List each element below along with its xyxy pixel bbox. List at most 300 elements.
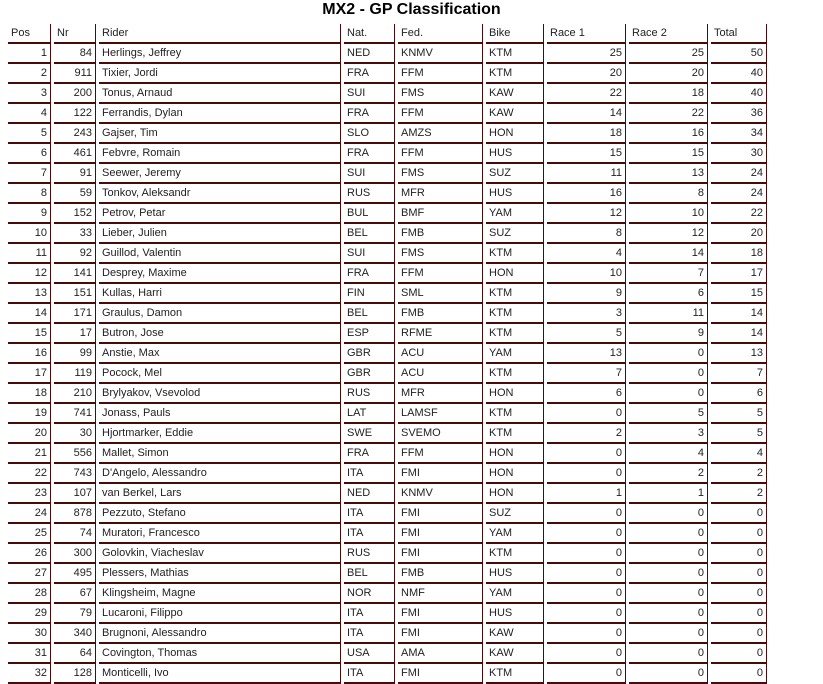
- cell-rider: Petrov, Petar: [99, 204, 341, 224]
- cell-pos: 18: [8, 384, 51, 404]
- cell-pos: 27: [8, 564, 51, 584]
- cell-rider: Pezzuto, Stefano: [99, 504, 341, 524]
- table-row: [8, 524, 767, 544]
- cell-pos: 14: [8, 304, 51, 324]
- cell-pos: 25: [8, 524, 51, 544]
- cell-nr: 64: [54, 644, 96, 664]
- cell-rider: Kullas, Harri: [99, 284, 341, 304]
- cell-race2: 0: [629, 564, 708, 584]
- cell-race1: 14: [547, 104, 626, 124]
- cell-total: 2: [711, 484, 767, 504]
- cell-total: 18: [711, 244, 767, 264]
- cell-rider: Hjortmarker, Eddie: [99, 424, 341, 444]
- cell-race2: 13: [629, 164, 708, 184]
- table-row: [8, 184, 767, 204]
- cell-rider: Seewer, Jeremy: [99, 164, 341, 184]
- cell-rider: Anstie, Max: [99, 344, 341, 364]
- cell-bike: HUS: [486, 184, 544, 204]
- cell-race2: 0: [629, 584, 708, 604]
- cell-fed: AMZS: [398, 124, 483, 144]
- cell-rider: Gajser, Tim: [99, 124, 341, 144]
- cell-bike: KTM: [486, 324, 544, 344]
- cell-total: 20: [711, 224, 767, 244]
- cell-pos: 29: [8, 604, 51, 624]
- cell-fed: MFR: [398, 384, 483, 404]
- cell-total: 0: [711, 504, 767, 524]
- cell-bike: HUS: [486, 144, 544, 164]
- cell-fed: FMI: [398, 504, 483, 524]
- table-row: [8, 664, 767, 684]
- cell-rider: van Berkel, Lars: [99, 484, 341, 504]
- cell-total: 40: [711, 84, 767, 104]
- cell-bike: HON: [486, 264, 544, 284]
- cell-race1: 0: [547, 404, 626, 424]
- cell-nat: ITA: [344, 604, 395, 624]
- cell-race2: 0: [629, 544, 708, 564]
- cell-race1: 7: [547, 364, 626, 384]
- cell-fed: MFR: [398, 184, 483, 204]
- table-row: [8, 624, 767, 644]
- cell-fed: ACU: [398, 364, 483, 384]
- table-row: [8, 164, 767, 184]
- cell-rider: Klingsheim, Magne: [99, 584, 341, 604]
- cell-race2: 8: [629, 184, 708, 204]
- cell-rider: Febvre, Romain: [99, 144, 341, 164]
- cell-bike: KAW: [486, 104, 544, 124]
- cell-nr: 128: [54, 664, 96, 684]
- cell-nr: 84: [54, 44, 96, 64]
- table-row: [8, 324, 767, 344]
- cell-total: 7: [711, 364, 767, 384]
- cell-race2: 0: [629, 364, 708, 384]
- cell-total: 0: [711, 544, 767, 564]
- cell-race1: 10: [547, 264, 626, 284]
- cell-nat: SUI: [344, 84, 395, 104]
- cell-bike: KTM: [486, 244, 544, 264]
- cell-bike: SUZ: [486, 164, 544, 184]
- cell-race2: 25: [629, 44, 708, 64]
- cell-race2: 10: [629, 204, 708, 224]
- cell-race1: 2: [547, 424, 626, 444]
- cell-bike: HON: [486, 484, 544, 504]
- cell-pos: 6: [8, 144, 51, 164]
- cell-total: 5: [711, 424, 767, 444]
- cell-race2: 0: [629, 624, 708, 644]
- cell-nr: 92: [54, 244, 96, 264]
- cell-nat: ITA: [344, 524, 395, 544]
- cell-nr: 556: [54, 444, 96, 464]
- cell-nr: 741: [54, 404, 96, 424]
- cell-nat: SUI: [344, 164, 395, 184]
- cell-nr: 17: [54, 324, 96, 344]
- cell-pos: 10: [8, 224, 51, 244]
- cell-nr: 79: [54, 604, 96, 624]
- cell-rider: Ferrandis, Dylan: [99, 104, 341, 124]
- cell-nr: 30: [54, 424, 96, 444]
- table-row: [8, 604, 767, 624]
- cell-bike: KAW: [486, 84, 544, 104]
- cell-pos: 24: [8, 504, 51, 524]
- cell-fed: FFM: [398, 104, 483, 124]
- cell-nr: 119: [54, 364, 96, 384]
- cell-nr: 74: [54, 524, 96, 544]
- cell-race1: 12: [547, 204, 626, 224]
- cell-race1: 8: [547, 224, 626, 244]
- cell-rider: Brylyakov, Vsevolod: [99, 384, 341, 404]
- table-row: [8, 404, 767, 424]
- cell-pos: 32: [8, 664, 51, 684]
- cell-fed: RFME: [398, 324, 483, 344]
- cell-pos: 7: [8, 164, 51, 184]
- cell-nr: 141: [54, 264, 96, 284]
- table-row: [8, 484, 767, 504]
- cell-race1: 9: [547, 284, 626, 304]
- table-row: [8, 464, 767, 484]
- cell-bike: KTM: [486, 64, 544, 84]
- cell-race2: 16: [629, 124, 708, 144]
- cell-fed: FMI: [398, 624, 483, 644]
- cell-rider: Golovkin, Viacheslav: [99, 544, 341, 564]
- table-row: [8, 284, 767, 304]
- header-race1: Race 1: [547, 24, 626, 44]
- cell-rider: Lieber, Julien: [99, 224, 341, 244]
- cell-nat: FRA: [344, 444, 395, 464]
- cell-nat: GBR: [344, 364, 395, 384]
- header-bike: Bike: [486, 24, 544, 44]
- table-row: [8, 64, 767, 84]
- cell-bike: HUS: [486, 604, 544, 624]
- cell-race2: 20: [629, 64, 708, 84]
- cell-nat: SUI: [344, 244, 395, 264]
- table-row: [8, 644, 767, 664]
- cell-nr: 210: [54, 384, 96, 404]
- cell-bike: HON: [486, 464, 544, 484]
- cell-rider: Muratori, Francesco: [99, 524, 341, 544]
- cell-race2: 4: [629, 444, 708, 464]
- cell-nat: USA: [344, 644, 395, 664]
- cell-race2: 11: [629, 304, 708, 324]
- cell-fed: FMI: [398, 524, 483, 544]
- cell-fed: BMF: [398, 204, 483, 224]
- cell-total: 0: [711, 604, 767, 624]
- cell-fed: NMF: [398, 584, 483, 604]
- cell-nat: NED: [344, 484, 395, 504]
- cell-total: 6: [711, 384, 767, 404]
- classification-table: [5, 24, 770, 684]
- cell-pos: 4: [8, 104, 51, 124]
- cell-total: 24: [711, 184, 767, 204]
- cell-race1: 0: [547, 624, 626, 644]
- cell-race2: 15: [629, 144, 708, 164]
- cell-fed: FMB: [398, 224, 483, 244]
- cell-race1: 0: [547, 544, 626, 564]
- cell-race2: 0: [629, 524, 708, 544]
- cell-total: 15: [711, 284, 767, 304]
- cell-total: 5: [711, 404, 767, 424]
- cell-total: 24: [711, 164, 767, 184]
- cell-bike: HON: [486, 444, 544, 464]
- cell-race2: 0: [629, 644, 708, 664]
- cell-total: 0: [711, 644, 767, 664]
- cell-rider: Plessers, Mathias: [99, 564, 341, 584]
- cell-fed: FFM: [398, 264, 483, 284]
- cell-nr: 152: [54, 204, 96, 224]
- page-title: MX2 - GP Classification: [322, 1, 501, 18]
- cell-race2: 12: [629, 224, 708, 244]
- cell-fed: ACU: [398, 344, 483, 364]
- cell-nat: FRA: [344, 64, 395, 84]
- cell-nat: NOR: [344, 584, 395, 604]
- cell-pos: 15: [8, 324, 51, 344]
- cell-nat: ESP: [344, 324, 395, 344]
- cell-nat: BUL: [344, 204, 395, 224]
- cell-race2: 0: [629, 344, 708, 364]
- cell-race1: 20: [547, 64, 626, 84]
- cell-bike: YAM: [486, 204, 544, 224]
- cell-fed: FMS: [398, 84, 483, 104]
- cell-race2: 3: [629, 424, 708, 444]
- cell-rider: Tonus, Arnaud: [99, 84, 341, 104]
- cell-pos: 11: [8, 244, 51, 264]
- cell-race2: 9: [629, 324, 708, 344]
- cell-nr: 99: [54, 344, 96, 364]
- cell-race1: 3: [547, 304, 626, 324]
- cell-nat: RUS: [344, 184, 395, 204]
- cell-nat: GBR: [344, 344, 395, 364]
- cell-race2: 1: [629, 484, 708, 504]
- cell-bike: KTM: [486, 404, 544, 424]
- cell-total: 0: [711, 664, 767, 684]
- cell-nat: ITA: [344, 464, 395, 484]
- cell-race1: 0: [547, 504, 626, 524]
- cell-total: 13: [711, 344, 767, 364]
- cell-pos: 16: [8, 344, 51, 364]
- cell-nr: 200: [54, 84, 96, 104]
- cell-pos: 31: [8, 644, 51, 664]
- cell-pos: 22: [8, 464, 51, 484]
- cell-race1: 18: [547, 124, 626, 144]
- cell-total: 0: [711, 584, 767, 604]
- header-total: Total: [711, 24, 767, 44]
- cell-nr: 878: [54, 504, 96, 524]
- table-row: [8, 124, 767, 144]
- cell-total: 50: [711, 44, 767, 64]
- cell-nr: 107: [54, 484, 96, 504]
- cell-bike: YAM: [486, 524, 544, 544]
- cell-race1: 1: [547, 484, 626, 504]
- cell-rider: Herlings, Jeffrey: [99, 44, 341, 64]
- cell-race1: 0: [547, 444, 626, 464]
- cell-rider: Brugnoni, Alessandro: [99, 624, 341, 644]
- cell-bike: SUZ: [486, 504, 544, 524]
- table-row: [8, 544, 767, 564]
- cell-bike: SUZ: [486, 224, 544, 244]
- cell-nat: FRA: [344, 264, 395, 284]
- cell-pos: 5: [8, 124, 51, 144]
- cell-fed: KNMV: [398, 484, 483, 504]
- cell-nr: 91: [54, 164, 96, 184]
- cell-total: 36: [711, 104, 767, 124]
- table-row: [8, 144, 767, 164]
- cell-rider: Jonass, Pauls: [99, 404, 341, 424]
- cell-race2: 0: [629, 504, 708, 524]
- cell-race1: 22: [547, 84, 626, 104]
- cell-rider: Desprey, Maxime: [99, 264, 341, 284]
- cell-race2: 0: [629, 604, 708, 624]
- table-row: [8, 424, 767, 444]
- cell-nr: 461: [54, 144, 96, 164]
- cell-fed: FMI: [398, 544, 483, 564]
- cell-nat: FIN: [344, 284, 395, 304]
- cell-race2: 2: [629, 464, 708, 484]
- cell-race2: 0: [629, 384, 708, 404]
- cell-race1: 6: [547, 384, 626, 404]
- cell-fed: FMI: [398, 604, 483, 624]
- cell-bike: HUS: [486, 564, 544, 584]
- cell-total: 14: [711, 324, 767, 344]
- table-row: [8, 564, 767, 584]
- cell-fed: FMB: [398, 564, 483, 584]
- cell-fed: LAMSF: [398, 404, 483, 424]
- cell-pos: 9: [8, 204, 51, 224]
- cell-pos: 3: [8, 84, 51, 104]
- cell-nat: ITA: [344, 504, 395, 524]
- cell-rider: Mallet, Simon: [99, 444, 341, 464]
- cell-nr: 33: [54, 224, 96, 244]
- cell-race2: 0: [629, 664, 708, 684]
- cell-nr: 67: [54, 584, 96, 604]
- cell-nr: 495: [54, 564, 96, 584]
- cell-race1: 0: [547, 584, 626, 604]
- cell-total: 0: [711, 524, 767, 544]
- cell-nat: RUS: [344, 384, 395, 404]
- cell-nat: FRA: [344, 144, 395, 164]
- cell-total: 0: [711, 624, 767, 644]
- cell-nat: LAT: [344, 404, 395, 424]
- cell-pos: 20: [8, 424, 51, 444]
- header-row: [8, 24, 767, 44]
- table-row: [8, 224, 767, 244]
- header-rider: Rider: [99, 24, 341, 44]
- cell-race1: 11: [547, 164, 626, 184]
- cell-race1: 5: [547, 324, 626, 344]
- cell-nat: NED: [344, 44, 395, 64]
- table-row: [8, 44, 767, 64]
- cell-total: 4: [711, 444, 767, 464]
- cell-nat: RUS: [344, 544, 395, 564]
- cell-race2: 5: [629, 404, 708, 424]
- cell-fed: AMA: [398, 644, 483, 664]
- header-pos: Pos: [8, 24, 51, 44]
- cell-nr: 171: [54, 304, 96, 324]
- cell-nr: 243: [54, 124, 96, 144]
- cell-race1: 15: [547, 144, 626, 164]
- cell-rider: Butron, Jose: [99, 324, 341, 344]
- cell-pos: 30: [8, 624, 51, 644]
- cell-total: 14: [711, 304, 767, 324]
- cell-fed: SML: [398, 284, 483, 304]
- cell-total: 0: [711, 564, 767, 584]
- cell-pos: 2: [8, 64, 51, 84]
- cell-race1: 16: [547, 184, 626, 204]
- cell-nat: SLO: [344, 124, 395, 144]
- cell-rider: D'Angelo, Alessandro: [99, 464, 341, 484]
- cell-fed: FFM: [398, 144, 483, 164]
- cell-bike: KTM: [486, 284, 544, 304]
- table-row: [8, 204, 767, 224]
- cell-fed: FFM: [398, 444, 483, 464]
- cell-race1: 0: [547, 524, 626, 544]
- header-nat: Nat.: [344, 24, 395, 44]
- cell-race1: 0: [547, 564, 626, 584]
- cell-pos: 23: [8, 484, 51, 504]
- cell-bike: KAW: [486, 644, 544, 664]
- cell-bike: YAM: [486, 584, 544, 604]
- cell-race1: 0: [547, 464, 626, 484]
- cell-fed: KNMV: [398, 44, 483, 64]
- cell-pos: 21: [8, 444, 51, 464]
- cell-total: 2: [711, 464, 767, 484]
- table-row: [8, 84, 767, 104]
- cell-pos: 12: [8, 264, 51, 284]
- cell-rider: Tixier, Jordi: [99, 64, 341, 84]
- cell-nat: BEL: [344, 224, 395, 244]
- table-row: [8, 104, 767, 124]
- cell-race2: 22: [629, 104, 708, 124]
- cell-pos: 13: [8, 284, 51, 304]
- cell-fed: SVEMO: [398, 424, 483, 444]
- cell-total: 34: [711, 124, 767, 144]
- cell-bike: KTM: [486, 424, 544, 444]
- cell-bike: HON: [486, 124, 544, 144]
- cell-race2: 6: [629, 284, 708, 304]
- table-row: [8, 504, 767, 524]
- cell-nr: 300: [54, 544, 96, 564]
- header-nr: Nr: [54, 24, 96, 44]
- cell-bike: KTM: [486, 364, 544, 384]
- table-row: [8, 344, 767, 364]
- cell-race1: 25: [547, 44, 626, 64]
- cell-bike: KTM: [486, 664, 544, 684]
- cell-bike: KTM: [486, 44, 544, 64]
- cell-fed: FMS: [398, 244, 483, 264]
- table-row: [8, 244, 767, 264]
- table-row: [8, 304, 767, 324]
- table-row: [8, 444, 767, 464]
- header-fed: Fed.: [398, 24, 483, 44]
- cell-rider: Graulus, Damon: [99, 304, 341, 324]
- cell-pos: 8: [8, 184, 51, 204]
- cell-total: 30: [711, 144, 767, 164]
- cell-race2: 7: [629, 264, 708, 284]
- cell-nat: BEL: [344, 564, 395, 584]
- cell-race1: 0: [547, 644, 626, 664]
- cell-fed: FMI: [398, 464, 483, 484]
- cell-nat: FRA: [344, 104, 395, 124]
- cell-fed: FMI: [398, 664, 483, 684]
- cell-fed: FMS: [398, 164, 483, 184]
- cell-pos: 19: [8, 404, 51, 424]
- cell-pos: 28: [8, 584, 51, 604]
- cell-rider: Monticelli, Ivo: [99, 664, 341, 684]
- cell-race1: 13: [547, 344, 626, 364]
- cell-race1: 0: [547, 604, 626, 624]
- cell-nr: 911: [54, 64, 96, 84]
- cell-rider: Pocock, Mel: [99, 364, 341, 384]
- cell-rider: Guillod, Valentin: [99, 244, 341, 264]
- cell-rider: Lucaroni, Filippo: [99, 604, 341, 624]
- cell-pos: 17: [8, 364, 51, 384]
